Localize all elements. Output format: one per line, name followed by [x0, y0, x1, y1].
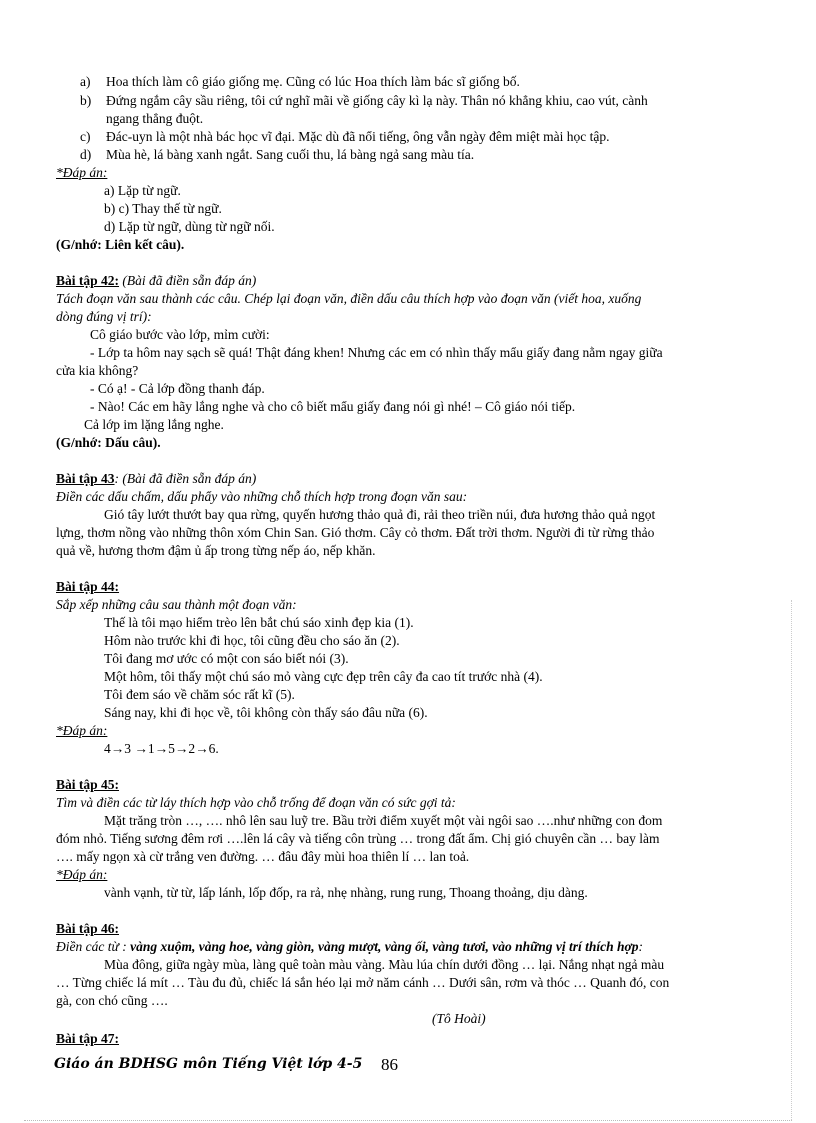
ex44-answer-label: *Đáp án: [56, 723, 108, 738]
ex44-title: Bài tập 44: [56, 579, 120, 594]
ex42-gnote: (G/nhớ: Dấu câu). [56, 435, 161, 450]
intro-answer: d) Lặp từ ngữ, dùng từ ngữ nối. [104, 219, 275, 234]
page-edge-right [791, 600, 792, 1120]
ex43-note: : (Bài đã điền sẵn đáp án) [114, 471, 257, 486]
intro-item-a: a) Hoa thích làm cô giáo giống mẹ. Cũng có lúc Hoa thích làm bác sĩ giống bố. [80, 74, 520, 89]
ex45-title: Bài tập 45: [56, 777, 120, 792]
page-number: 86 [381, 1055, 398, 1074]
intro-item-c: c) Đác-uyn là một nhà bác học vĩ đại. Mặc dù đã nổi tiếng, ông vẫn ngày đêm miệt mài học tập. [80, 129, 610, 144]
ex46-instruction: Điền các từ : vàng xuộm, vàng hoe, vàng giòn, vàng mượt, vàng ối, vàng tươi, vào những vị trí thích hợp: [56, 939, 644, 954]
ex44-sentence: Sáng nay, khi đi học về, tôi không còn thấy sáo đâu nữa (6). [104, 705, 428, 720]
ex46-title: Bài tập 46: [56, 921, 120, 936]
intro-item-b-cont: ngang thẳng đuột. [106, 111, 204, 126]
ex43-line: quả về, hương thơm đậm ủ ấp trong từng nếp áo, nếp khăn. [56, 543, 376, 558]
ex42-line: - Lớp ta hôm nay sạch sẽ quá! Thật đáng khen! Nhưng các em có nhìn thấy mẩu giấy đang nằm ngay giữa [90, 345, 663, 360]
ex42-instruction: dòng đúng vị trí): [56, 309, 152, 324]
intro-item-b: b) Đứng ngắm cây sầu riêng, tôi cứ nghĩ mãi về giống cây kì lạ này. Thân nó khẳng khiu, cao vút, cành [80, 93, 648, 108]
ex43-heading [56, 470, 256, 488]
ex44-sentence: Thế là tôi mạo hiểm trèo lên bắt chú sáo xinh đẹp kia (1). [104, 615, 414, 630]
ex42-line: - Nào! Các em hãy lắng nghe và cho cô biết mẩu giấy đang nói gì nhé! – Cô giáo nói tiếp. [90, 399, 576, 414]
ex45-instruction: Tìm và điền các từ láy thích hợp vào chỗ trống để đoạn văn có sức gợi tả: [56, 795, 456, 810]
ex44-answer: 4→3 →1→5→2→6. [104, 741, 219, 756]
ex45-answer-label: *Đáp án: [56, 867, 108, 882]
ex42-note: (Bài đã điền sẵn đáp án) [119, 273, 257, 288]
ex43-instruction: Điền các dấu chấm, dấu phẩy vào những chỗ thích hợp trong đoạn văn sau: [56, 489, 468, 504]
ex46-author: (Tô Hoài) [432, 1011, 486, 1026]
ex45-line: đóm nhỏ. Tiếng sương đêm rơi ….lên lá cây và tiếng côn trùng … trong đất ẩm. Chị gió chuyên cần … bay làm [56, 831, 660, 846]
page-edge-bottom [24, 1120, 792, 1121]
ex43-title: Bài tập 43 [56, 471, 115, 486]
ex46-line: Mùa đông, giữa ngày mùa, làng quê toàn màu vàng. Màu lúa chín dưới đồng … lại. Nắng nhạt ngả màu [104, 957, 665, 972]
answer-label: *Đáp án: [56, 165, 108, 180]
ex42-line: Cô giáo bước vào lớp, mỉm cười: [90, 327, 270, 342]
ex43-line: lựng, thơm nồng vào những thôn xóm Chin San. Gió thơm. Cây cỏ thơm. Đất trời thơm. Người đi từ rừng thảo [56, 525, 655, 540]
ex42-line: cửa kia không? [56, 363, 139, 378]
ex42-line: Cả lớp im lặng lắng nghe. [84, 417, 224, 432]
ex44-sentence: Tôi đang mơ ước có một con sáo biết nói (3). [104, 651, 349, 666]
ex46-line: gà, con chó cũng …. [56, 993, 168, 1008]
ex42-instruction: Tách đoạn văn sau thành các câu. Chép lại đoạn văn, điền dấu câu thích hợp vào đoạn văn (viết hoa, xuống [56, 291, 642, 306]
ex46-line: … Từng chiếc lá mít … Tàu đu đủ, chiếc lá sắn héo lại mở năm cánh … Dưới sân, rơm và thóc … Quanh đó, con [56, 975, 670, 990]
footer-title: Giáo án BDHSG môn Tiếng Việt lớp 4-5 [54, 1056, 363, 1072]
intro-note: (G/nhớ: Liên kết câu). [56, 237, 185, 252]
intro-item-d: d) Mùa hè, lá bàng xanh ngắt. Sang cuối thu, lá bàng ngả sang màu tía. [80, 147, 475, 162]
ex47-title: Bài tập 47: [56, 1031, 120, 1046]
ex42-heading [56, 272, 256, 290]
ex44-sentence: Hôm nào trước khi đi học, tôi cũng đều cho sáo ăn (2). [104, 633, 400, 648]
ex45-answer: vành vạnh, từ từ, lấp lánh, lốp đốp, ra rả, nhẹ nhàng, rung rung, Thoang thoảng, dịu dàng. [104, 885, 588, 900]
ex45-line: Mặt trăng tròn …, …. nhô lên sau luỹ tre. Bầu trời điểm xuyết một vài ngôi sao ….như những con đom [104, 813, 663, 828]
ex42-title: Bài tập 42: [56, 273, 120, 288]
ex44-sentence: Một hôm, tôi thấy một chú sáo mỏ vàng cực đẹp trên cây đa cao tít trước nhà (4). [104, 669, 543, 684]
ex45-line: …. mấy ngọn xà cừ trắng ven đường. … đâu đây mùi hoa thiên lí … lan toả. [56, 849, 470, 864]
intro-answer: a) Lặp từ ngữ. [104, 183, 181, 198]
intro-answer: b) c) Thay thế từ ngữ. [104, 201, 222, 216]
ex42-line: - Có ạ! - Cả lớp đồng thanh đáp. [90, 381, 265, 396]
ex44-instruction: Sắp xếp những câu sau thành một đoạn văn: [56, 597, 297, 612]
ex43-line: Gió tây lướt thướt bay qua rừng, quyến hương thảo quả đi, rải theo triền núi, đưa hương thảo quả ngọt [104, 507, 656, 522]
ex44-sentence: Tôi đem sáo về chăm sóc rất kĩ (5). [104, 687, 295, 702]
